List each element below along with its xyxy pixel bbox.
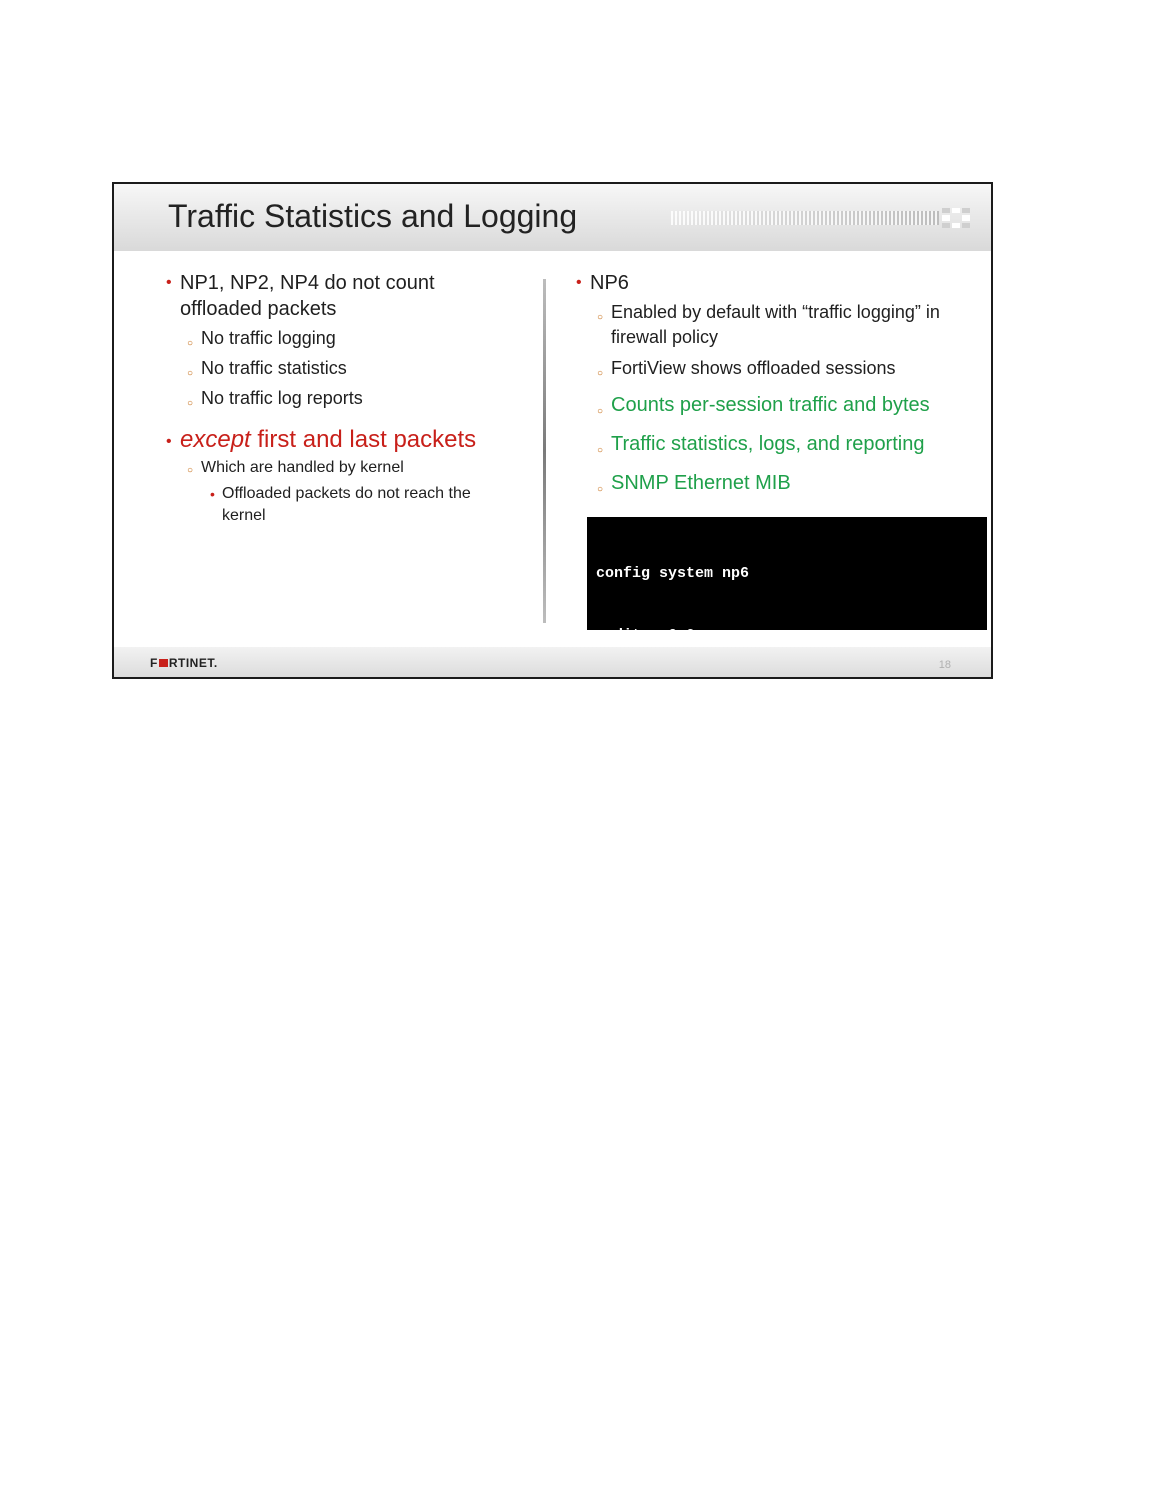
left-column <box>166 270 546 527</box>
circle-bullet-icon: ○ <box>187 398 194 409</box>
sub-item-no-traffic-logging: ○ No traffic logging <box>166 326 546 351</box>
slide <box>112 182 993 828</box>
right-column <box>576 270 986 497</box>
circle-bullet-icon: ○ <box>187 368 194 379</box>
circle-bullet-icon: ○ <box>597 312 604 323</box>
fortinet-logo: F RTINET. <box>150 656 218 670</box>
bullet-dot-icon: • <box>166 433 172 450</box>
code-line: edit np6_0 <box>596 626 696 644</box>
circle-bullet-icon: ○ <box>597 445 604 456</box>
sub-item-no-traffic-statistics: ○ No traffic statistics <box>166 356 546 381</box>
bullet-dot-icon: • <box>576 274 582 291</box>
fortinet-grid-icon <box>942 208 970 228</box>
bullet-dot-icon: • <box>166 274 172 291</box>
bullet-np1-np2-np4: • NP1, NP2, NP4 do not count offloaded packets <box>166 272 435 320</box>
bullet-dot-icon: • <box>210 486 215 502</box>
bullet-except-first-last: • except first and last packets <box>166 425 546 455</box>
sub-sub-item-offloaded-packets: • Offloaded packets do not reach the kernel <box>210 485 471 524</box>
column-divider <box>543 279 546 623</box>
slide-footer <box>114 647 991 677</box>
np6-item-enabled-by-default: ○ Enabled by default with “traffic logging” in firewall policy <box>597 302 940 347</box>
circle-bullet-icon: ○ <box>597 406 604 417</box>
code-line: [disable|all-enable|enable-by-log] <box>596 749 930 767</box>
np6-item-traffic-statistics: ○ Traffic statistics, logs, and reporting <box>576 430 986 458</box>
np6-item-counts-per-session: ○ Counts per-session traffic and bytes <box>576 391 986 419</box>
circle-bullet-icon: ○ <box>597 368 604 379</box>
bullet-np6: • NP6 <box>576 272 629 294</box>
circle-bullet-icon: ○ <box>187 465 194 476</box>
page-number: 18 <box>938 659 951 671</box>
circle-bullet-icon: ○ <box>597 484 604 495</box>
code-line: next <box>596 811 642 828</box>
np6-item-snmp-mib: ○ SNMP Ethernet MIB <box>576 469 986 497</box>
header-stripe <box>669 211 939 225</box>
circle-bullet-icon: ○ <box>187 338 194 349</box>
sub-item-handled-by-kernel: ○ Which are handled by kernel <box>166 457 546 479</box>
sub-item-no-traffic-log-reports: ○ No traffic log reports <box>166 386 546 411</box>
code-line: config system np6 <box>596 565 750 582</box>
np6-item-fortiview: ○ FortiView shows offloaded sessions <box>576 356 986 381</box>
code-line: set per-session-accounting <box>596 688 858 705</box>
logo-square-icon <box>159 659 168 667</box>
slide-title: Traffic Statistics and Logging <box>168 198 578 234</box>
slide-header <box>114 184 991 251</box>
